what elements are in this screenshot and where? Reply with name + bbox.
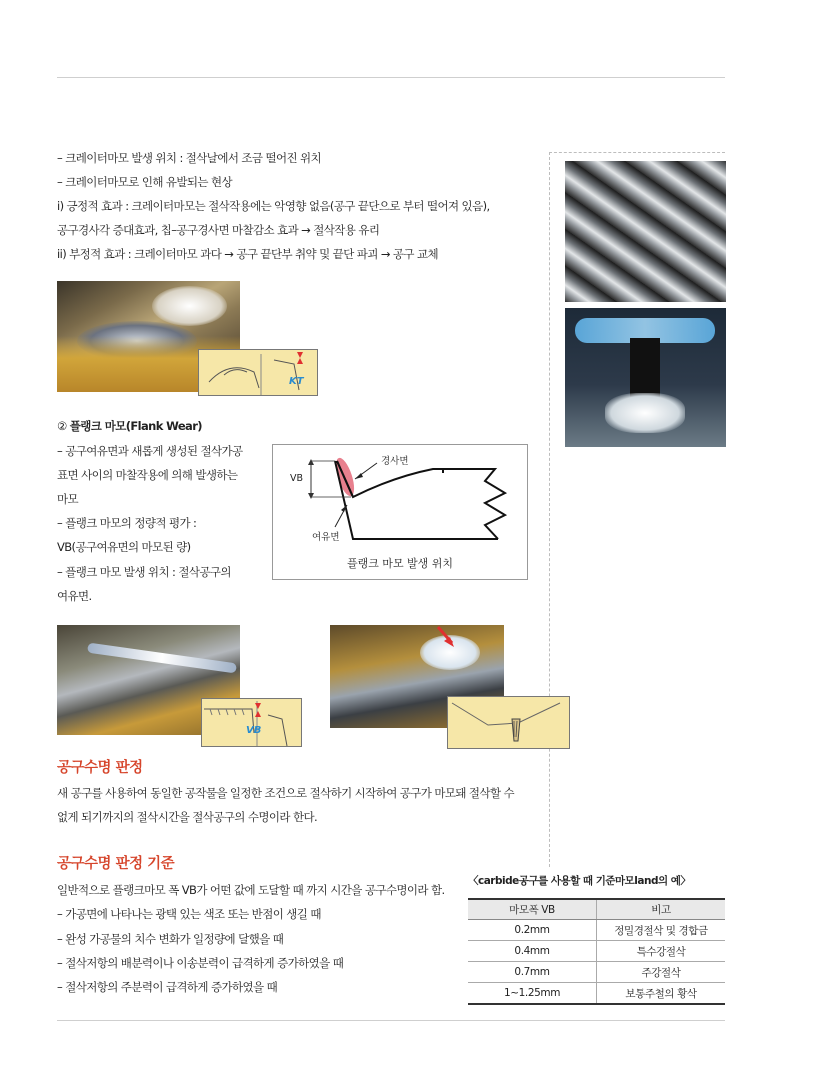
flank-title-text: 플랭크 마모(Flank Wear) (69, 419, 202, 433)
flank-face-label: 여유면 (312, 532, 340, 543)
flank-title (57, 418, 202, 434)
table-row (468, 941, 725, 962)
flank-line-3: 마모 (57, 492, 79, 506)
crater-line-1: – 크레이터마모 발생 위치 : 절삭날에서 조금 떨어진 위치 (57, 151, 322, 165)
flank-wear-inset-1 (201, 698, 302, 747)
crater-line-2: – 크레이터마모로 인해 유발되는 현상 (57, 175, 233, 189)
kt-label: KT (289, 376, 304, 387)
flank-diagram-caption: 플랭크 마모 발생 위치 (346, 557, 454, 570)
tool-life-line-1: 새 공구를 사용하여 동일한 공작물을 일정한 조건으로 절삭하기 시작하여 공구가 마모돼 절삭할 수 (57, 786, 515, 800)
top-divider (57, 77, 725, 78)
table-row (468, 962, 725, 983)
rake-face-label: 경사면 (381, 456, 409, 467)
flank-wear-inset-2 (447, 696, 570, 749)
machining-coolant-photo (565, 308, 726, 447)
vb-note: 특수강절삭 (597, 941, 726, 962)
vb-value: 0.4mm (468, 941, 597, 962)
right-column-top-border (549, 152, 725, 153)
vb-note: 보통주철의 황삭 (597, 983, 726, 1005)
vb-note: 주강절삭 (597, 962, 726, 983)
vb-table-header-row (468, 899, 725, 920)
vb-value: 0.7mm (468, 962, 597, 983)
crater-line-5: ii) 부정적 효과 : 크레이터마모 과다 → 공구 끝단부 취약 및 끝단 파괴 → 공구 교체 (57, 247, 439, 261)
flank-line-1: – 공구여유면과 새롭게 생성된 절삭가공 (57, 444, 243, 458)
flank-inset-sketch-2 (448, 697, 569, 748)
flank-inset-sketch-1 (202, 699, 301, 746)
crater-wear-inset (198, 349, 318, 396)
bottom-divider (57, 1020, 725, 1021)
vb-value: 1~1.25mm (468, 983, 597, 1005)
vb-label: VB (290, 473, 304, 484)
criteria-heading: 공구수명 판정 기준 (57, 856, 175, 872)
criteria-line-2: – 가공면에 나타나는 광택 있는 색조 또는 반점이 생길 때 (57, 907, 321, 921)
flank-line-2: 표면 사이의 마찰작용에 의해 발생하는 (57, 468, 238, 482)
vb-inset-label: VB (246, 725, 262, 736)
criteria-line-4: – 절삭저항의 배분력이나 이송분력이 급격하게 증가하였을 때 (57, 956, 344, 970)
flank-wear-diagram (272, 444, 528, 580)
flank-line-6: – 플랭크 마모 발생 위치 : 절삭공구의 (57, 565, 231, 579)
crater-line-3: i) 긍정적 효과 : 크레이터마모는 절삭작용에는 악영향 없음(공구 끝단으로 부터 떨어져 있음), (57, 199, 490, 213)
flank-title-number: ② (57, 419, 67, 433)
crater-inset-sketch (199, 350, 317, 395)
criteria-line-5: – 절삭저항의 주분력이 급격하게 증가하였을 때 (57, 980, 278, 994)
table-row (468, 920, 725, 941)
vb-table (468, 898, 725, 1005)
drill-bits-photo (565, 161, 726, 302)
criteria-line-3: – 완성 가공물의 치수 변화가 일정량에 달했을 때 (57, 932, 284, 946)
vb-table-header-width: 마모폭 VB (468, 899, 597, 920)
criteria-line-1: 일반적으로 플랭크마모 폭 VB가 어떤 값에 도달할 때 까지 시간을 공구수명이라 함. (57, 883, 445, 897)
table-row (468, 983, 725, 1005)
flank-line-4: – 플랭크 마모의 정량적 평가 : (57, 516, 197, 530)
vb-value: 0.2mm (468, 920, 597, 941)
vb-table-header-note: 비고 (597, 899, 726, 920)
right-column-divider (549, 152, 550, 867)
flank-line-5: VB(공구여유면의 마모된 량) (57, 540, 191, 554)
tool-life-heading: 공구수명 판정 (57, 760, 143, 776)
crater-line-4: 공구경사각 증대효과, 칩–공구경사면 마찰감소 효과 → 절삭작용 유리 (57, 223, 380, 237)
vb-note: 정밀경절삭 및 경합금 (597, 920, 726, 941)
tool-life-line-2: 없게 되기까지의 절삭시간을 절삭공구의 수명이라 한다. (57, 810, 318, 824)
vb-table-caption: 〈carbide공구를 사용할 때 기준마모land의 예〉 (468, 875, 691, 887)
flank-line-7: 여유면. (57, 589, 92, 603)
